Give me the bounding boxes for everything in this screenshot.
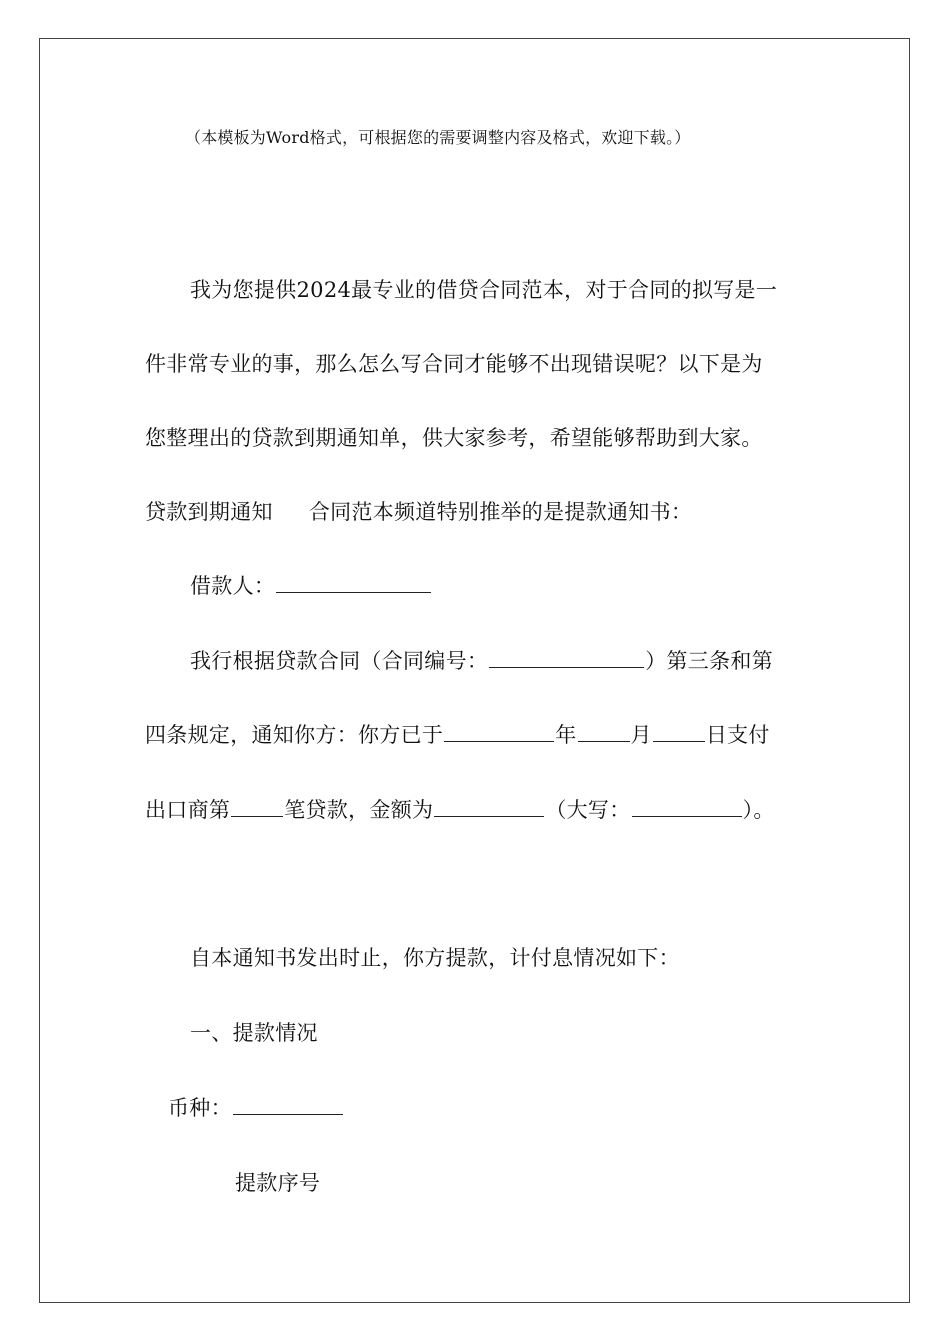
intro-line-1: 我为您提供2024最专业的借贷合同范本，对于合同的拟写是一 [190,278,778,302]
para1-line-1 [190,648,773,674]
intro-line-2: 件非常专业的事，那么怎么写合同才能够不出现错误呢？以下是为 [145,352,763,376]
contract-number-blank[interactable] [489,649,644,668]
amount-words-blank[interactable] [632,798,742,817]
para1-seg4: 出口商第 [145,798,231,822]
borrower-blank[interactable] [276,574,431,593]
para1-seg1: 我行根据贷款合同（合同编号： [190,649,489,673]
para1-seg3: 四条规定，通知你方：你方已于 [145,723,444,747]
template-note: （本模板为Word格式，可根据您的需要调整内容及格式，欢迎下载。） [185,128,691,147]
para1-line-3 [145,797,775,823]
para1-seg5: 笔贷款，金额为 [284,798,434,822]
month-label: 月 [630,723,652,747]
section1-heading: 一、提款情况 [190,1021,318,1045]
para1-seg6: （大写： [545,798,631,822]
document-subtitle: 合同范本频道特别推举的是提款通知书： [308,500,693,524]
currency-label: 币种： [168,1096,232,1120]
document-title: 贷款到期通知 [145,500,273,524]
para2: 自本通知书发出时止，你方提款，计付息情况如下： [190,946,680,970]
day-pay-label: 日支付 [705,723,770,747]
para1-seg2: ）第三条和第 [645,649,774,673]
borrower-label: 借款人： [190,574,276,598]
intro-line-3: 您整理出的贷款到期通知单，供大家参考，希望能够帮助到大家。 [145,426,763,450]
borrower-line [190,573,432,599]
withdrawal-number-label: 提款序号 [235,1171,321,1195]
loan-number-blank[interactable] [231,798,283,817]
day-blank[interactable] [653,723,705,742]
para1-line-2 [145,722,770,748]
year-blank[interactable] [444,723,554,742]
currency-blank[interactable] [233,1096,343,1115]
year-label: 年 [555,723,577,747]
amount-blank[interactable] [434,798,544,817]
month-blank[interactable] [578,723,630,742]
currency-line [168,1095,344,1121]
document-title-line [145,499,692,525]
para1-seg7: ）。 [742,798,775,822]
